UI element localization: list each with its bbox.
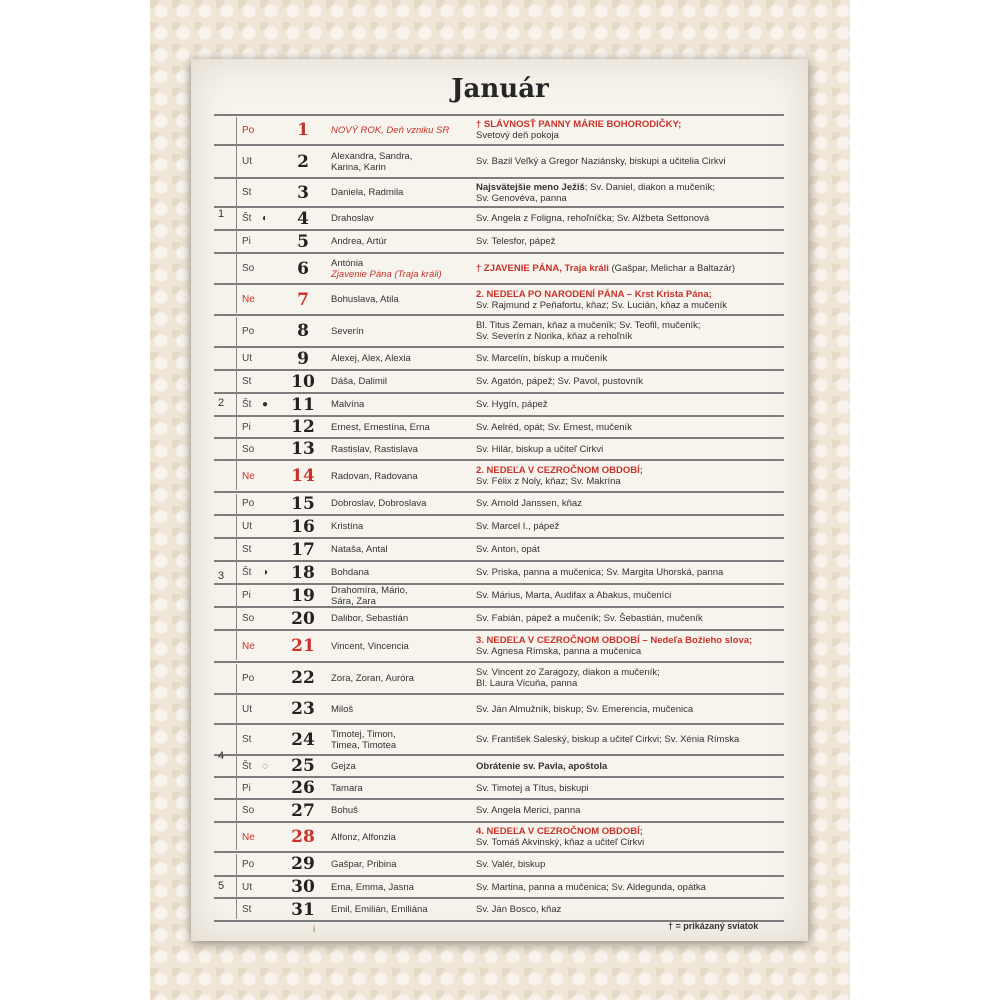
- day-row: [0, 822, 1000, 852]
- feast-text: Sv. Valér, biskup: [476, 858, 546, 870]
- weekday-label: Št: [242, 760, 252, 772]
- day-number: 7: [297, 289, 309, 310]
- day-row: [0, 630, 1000, 662]
- day-row: [0, 145, 1000, 178]
- name-days: Alfonz, Alfonzia: [331, 831, 396, 843]
- day-row: [0, 460, 1000, 492]
- day-number: 22: [291, 668, 315, 688]
- weekday-label: Ut: [242, 881, 252, 893]
- name-days: Ernest, Ernestína, Erna: [331, 421, 430, 433]
- day-row: [0, 515, 1000, 538]
- name-days: Vincent, Vincencia: [331, 640, 409, 652]
- name-days: Alexandra, Sandra, Karina, Karin: [331, 150, 413, 173]
- day-row: [0, 538, 1000, 561]
- name-days: Emil, Emilián, Emiliána: [331, 904, 428, 915]
- day-number: 18: [291, 562, 315, 583]
- weekday-label: Po: [242, 858, 255, 870]
- feast-text: Sv. Bazil Veľký a Gregor Naziánsky, biskupi a učitelia Cirkvi: [476, 156, 726, 167]
- feast-text: Sv. Telesfor, pápež: [476, 236, 556, 247]
- feast-text: Obrátenie sv. Pavla, apoštola: [476, 760, 608, 772]
- feast-text: Sv. Martina, panna a mučenica; Sv. Aldegunda, opátka: [476, 881, 706, 893]
- day-row: [0, 253, 1000, 284]
- weekday-label: St: [242, 734, 252, 745]
- moon-phase-icon: ◑: [262, 567, 269, 578]
- feast-text: Sv. František Saleský, biskup a učiteľ Cirkvi; Sv. Xénia Rímska: [476, 734, 740, 745]
- name-days: Timotej, Timon, Timea, Timotea: [331, 728, 397, 751]
- day-row: [0, 393, 1000, 416]
- day-number: 25: [291, 756, 315, 776]
- day-number: 17: [291, 539, 315, 560]
- day-number: 4: [297, 208, 309, 229]
- weekday-label: St: [242, 376, 252, 387]
- feast-text: Sv. Anton, opát: [476, 544, 540, 555]
- day-row: [0, 584, 1000, 607]
- week-number: 4: [218, 750, 225, 762]
- month-title: Január: [451, 74, 549, 104]
- day-row: [0, 438, 1000, 460]
- name-days: Bohuslava, Atila: [331, 294, 399, 305]
- day-row: [0, 416, 1000, 438]
- day-number: 6: [297, 258, 309, 279]
- feast-text: Sv. Ján Bosco, kňaz: [476, 904, 562, 915]
- feast-text: Sv. Ján Almužník, biskup; Sv. Emerencia, mučenica: [476, 703, 694, 715]
- name-days: Ema, Emma, Jasna: [331, 881, 414, 893]
- name-days: Severín: [331, 325, 364, 337]
- feast-text: † SLÁVNOSŤ PANNY MÁRIE BOHORODIČKY; Svetový deň pokoja: [476, 119, 682, 141]
- weekday-label: Ne: [242, 831, 255, 843]
- day-row: [0, 898, 1000, 921]
- feast-text: Najsvätejšie meno Ježiš; Sv. Daniel, diakon a mučeník; Sv. Genovéva, panna: [476, 181, 716, 204]
- weekday-label: Pi: [242, 590, 251, 601]
- name-days: Radovan, Radovana: [331, 470, 418, 482]
- name-days: Nataša, Antal: [331, 544, 388, 555]
- feast-text: Sv. Fabián, pápež a mučeník; Sv. Šebastián, mučeník: [476, 613, 703, 624]
- weekday-label: So: [242, 805, 255, 816]
- name-days: Dalibor, Sebastián: [331, 613, 409, 624]
- name-days: Kristína: [331, 521, 364, 532]
- moon-phase-icon: ●: [262, 399, 269, 410]
- feast-text: 3. NEDEĽA V CEZROČNOM OBDOBÍ – Nedeľa Božieho slova; Sv. Agnesa Rímska, panna a mučenica: [476, 635, 753, 657]
- weekday-label: Ut: [242, 521, 252, 532]
- name-days: Gašpar, Pribina: [331, 858, 397, 870]
- weekday-label: Po: [242, 498, 255, 509]
- day-row: [0, 755, 1000, 777]
- week-number: 1: [218, 208, 225, 220]
- day-number: 9: [297, 348, 309, 369]
- day-row: [0, 852, 1000, 876]
- weekday-label: Pi: [242, 421, 251, 433]
- name-days: Dobroslav, Dobroslava: [331, 498, 427, 509]
- ornament-mark: i: [313, 924, 316, 935]
- moon-phase-icon: ◌: [262, 760, 268, 772]
- day-number: 28: [291, 827, 315, 847]
- day-row: [0, 561, 1000, 584]
- day-number: 24: [291, 729, 315, 750]
- name-days: Andrea, Artúr: [331, 236, 387, 247]
- day-number: 8: [297, 321, 309, 341]
- day-row: [0, 178, 1000, 207]
- name-days: Rastislav, Rastislava: [331, 443, 418, 455]
- name-days: Gejza: [331, 760, 356, 772]
- day-number: 5: [297, 231, 309, 252]
- day-row: [0, 315, 1000, 347]
- feast-text: Sv. Angela z Foligna, rehoľníčka; Sv. Alžbeta Settonová: [476, 213, 710, 224]
- weekday-label: St: [242, 904, 252, 915]
- weekday-label: Pi: [242, 782, 251, 794]
- feast-text: Sv. Priska, panna a mučenica; Sv. Margita Uhorská, panna: [476, 567, 724, 578]
- week-number: 2: [218, 396, 225, 409]
- day-number: 21: [291, 636, 315, 656]
- day-row: [0, 799, 1000, 822]
- day-number: 3: [297, 182, 309, 203]
- weekday-label: Št: [242, 399, 252, 410]
- day-row: [0, 230, 1000, 253]
- name-days: Tamara: [331, 782, 363, 794]
- legend-text: † = prikázaný sviatok: [668, 921, 759, 931]
- weekday-label: Po: [242, 325, 255, 337]
- name-days: Antónia Zjavenie Pána (Traja králi): [331, 257, 442, 280]
- name-days: Drahoslav: [331, 213, 374, 224]
- day-number: 20: [291, 608, 315, 629]
- weekday-label: Ut: [242, 353, 252, 364]
- day-row: [0, 724, 1000, 755]
- day-number: 10: [291, 371, 315, 392]
- day-row: [0, 347, 1000, 370]
- feast-text: Sv. Timotej a Títus, biskupi: [476, 782, 589, 794]
- feast-text: Sv. Hygín, pápež: [476, 399, 548, 410]
- name-days: Bohdana: [331, 567, 370, 578]
- name-days: Zora, Zoran, Auróra: [331, 672, 414, 684]
- name-days: Bohuš: [331, 805, 358, 816]
- weekday-label: So: [242, 443, 255, 455]
- day-row: [0, 492, 1000, 515]
- day-row: [0, 662, 1000, 694]
- moon-phase-icon: ◐: [262, 213, 269, 224]
- day-number: 13: [291, 439, 315, 459]
- day-number: 30: [291, 877, 315, 897]
- weekday-label: So: [242, 613, 255, 624]
- day-row: [0, 694, 1000, 724]
- day-number: 31: [291, 899, 315, 920]
- name-days: Daniela, Radmila: [331, 187, 404, 198]
- feast-text: Sv. Hilár, biskup a učiteľ Cirkvi: [476, 443, 604, 455]
- feast-text: 4. NEDEĽA V CEZROČNOM OBDOBÍ; Sv. Tomáš Akvinský, kňaz a učiteľ Cirkvi: [476, 826, 645, 848]
- feast-text: Sv. Márius, Marta, Audifax a Abakus, mučeníci: [476, 590, 672, 601]
- week-number: 3: [218, 570, 225, 582]
- day-row: [0, 284, 1000, 315]
- feast-text: Sv. Agatón, pápež; Sv. Pavol, pustovník: [476, 376, 644, 387]
- day-number: 11: [291, 394, 315, 415]
- day-number: 16: [291, 516, 315, 537]
- feast-text: 2. NEDEĽA V CEZROČNOM OBDOBÍ; Sv. Félix z Noly, kňaz; Sv. Makrína: [476, 465, 643, 487]
- feast-text: Sv. Vincent zo Zaragozy, diakon a mučeník; Bl. Laura Vicuňa, panna: [476, 667, 660, 689]
- weekday-label: Ut: [242, 703, 252, 715]
- name-days: NOVÝ ROK, Deň vzniku SR: [331, 124, 450, 136]
- feast-text: Sv. Angela Merici, panna: [476, 805, 581, 816]
- weekday-label: So: [242, 263, 255, 274]
- day-number: 15: [291, 493, 315, 514]
- weekday-label: Ne: [242, 294, 255, 305]
- name-days: Dáša, Dalimil: [331, 376, 387, 387]
- weekday-label: St: [242, 544, 252, 555]
- weekday-label: Št: [242, 213, 252, 224]
- feast-text: Sv. Aelréd, opát; Sv. Ernest, mučeník: [476, 421, 632, 433]
- weekday-label: Po: [242, 124, 255, 136]
- day-number: 29: [291, 854, 315, 874]
- feast-text: Bl. Titus Zeman, kňaz a mučeník; Sv. Teofil, mučeník; Sv. Severín z Norika, kňaz a rehoľník: [476, 320, 701, 342]
- weekday-label: Št: [242, 567, 252, 578]
- weekday-label: Po: [242, 672, 255, 684]
- weekday-label: St: [242, 187, 252, 198]
- week-number: 5: [218, 879, 225, 892]
- day-number: 12: [291, 417, 315, 437]
- day-row: [0, 370, 1000, 393]
- day-number: 2: [297, 151, 309, 172]
- feast-text: † ZJAVENIE PÁNA, Traja králi (Gašpar, Melichar a Baltazár): [476, 263, 736, 274]
- name-days: Malvína: [331, 399, 365, 410]
- name-days: Alexej, Alex, Alexia: [331, 353, 411, 364]
- day-row: [0, 115, 1000, 145]
- name-days: Miloš: [331, 703, 354, 715]
- feast-text: Sv. Marcel I., pápež: [476, 521, 560, 532]
- day-number: 27: [291, 800, 315, 821]
- day-row: [0, 607, 1000, 630]
- weekday-label: Ne: [242, 640, 255, 652]
- day-number: 14: [291, 466, 315, 486]
- day-number: 26: [291, 778, 315, 798]
- feast-text: Sv. Arnold Janssen, kňaz: [476, 498, 582, 509]
- day-row: [0, 207, 1000, 230]
- day-number: 23: [291, 699, 315, 719]
- feast-text: Sv. Marcelín, biskup a mučeník: [476, 353, 608, 364]
- day-row: [0, 777, 1000, 799]
- weekday-label: Pi: [242, 236, 251, 247]
- weekday-label: Ne: [242, 470, 255, 482]
- day-row: [0, 876, 1000, 898]
- feast-text: 2. NEDEĽA PO NARODENÍ PÁNA – Krst Krista Pána; Sv. Rajmund z Peňafortu, kňaz; Sv. Lucián, kňaz a mučeník: [476, 288, 727, 311]
- name-days: Drahomíra, Mário, Sára, Zara: [331, 584, 408, 607]
- day-number: 1: [297, 120, 309, 140]
- day-number: 19: [291, 585, 315, 606]
- weekday-label: Ut: [242, 156, 252, 167]
